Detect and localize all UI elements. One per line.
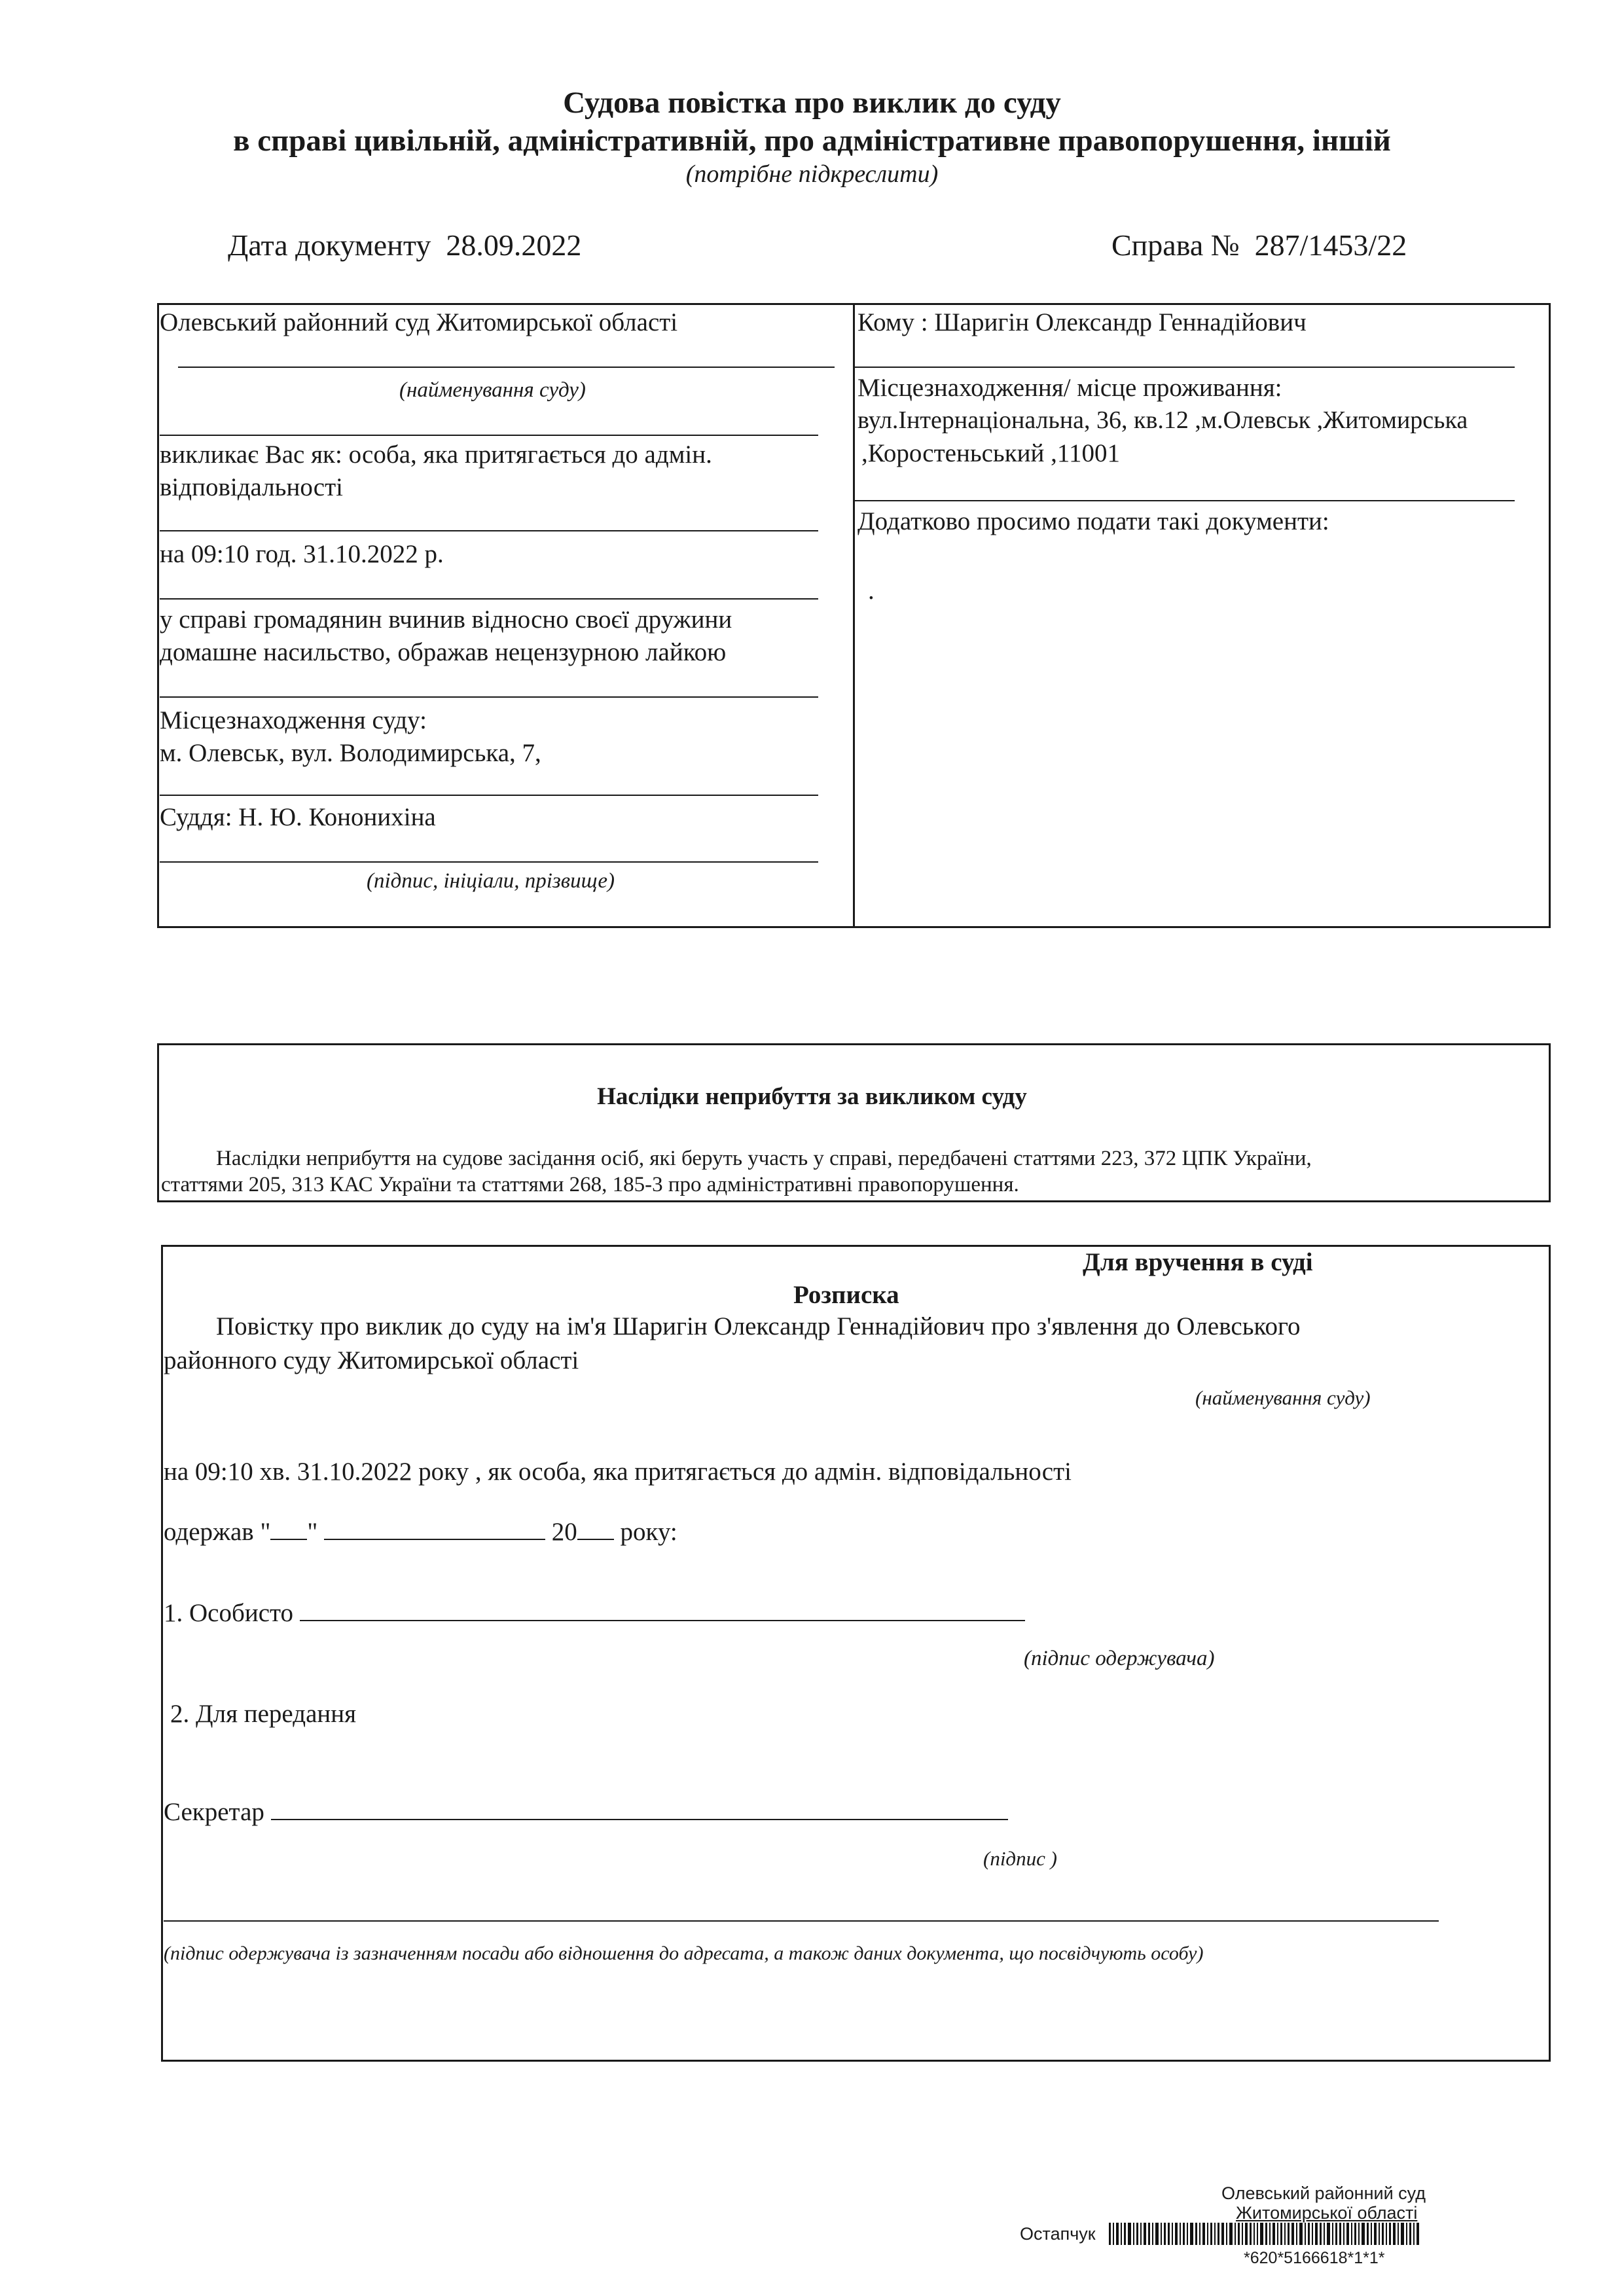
barcode-bar	[1272, 2223, 1275, 2245]
date-value: 28.09.2022	[446, 228, 582, 262]
barcode-bar	[1235, 2223, 1236, 2245]
barcode-bar	[1343, 2223, 1344, 2245]
court-location-value: м. Олевськ, вул. Володимирська, 7,	[160, 739, 541, 767]
recipient-line	[855, 367, 1515, 368]
address-line1: вул.Інтернаціональна, 36, кв.12 ,м.Олевськ ,Житомирська	[857, 406, 1468, 434]
barcode-bar	[1116, 2223, 1119, 2245]
barcode-bar	[1284, 2223, 1286, 2245]
divider-line	[160, 598, 818, 600]
personal-line	[164, 1598, 1025, 1628]
barcode-bar	[1315, 2223, 1318, 2245]
summons-role-line1: викликає Вас як: особа, яка притягається до адмін.	[160, 440, 712, 469]
received-prefix: одержав "	[164, 1518, 271, 1546]
secretary-signature-field[interactable]	[271, 1819, 1008, 1820]
barcode-bar	[1260, 2223, 1263, 2245]
barcode-bar	[1161, 2223, 1162, 2245]
judge-label: Суддя:	[160, 803, 232, 831]
barcode-bar	[1416, 2223, 1419, 2245]
barcode-bar	[1362, 2223, 1365, 2245]
barcode-bar	[1136, 2223, 1138, 2245]
barcode-bar	[1254, 2223, 1255, 2245]
barcode-bar	[1148, 2223, 1150, 2245]
barcode-bar	[1121, 2223, 1122, 2245]
barcode-bar	[1133, 2223, 1134, 2245]
secretary-label: Секретар	[164, 1798, 264, 1826]
barcode-bar	[1152, 2223, 1153, 2245]
receipt-footer-caption: (підпис одержувача із зазначенням посади або відношення до адресата, а також даних документа, що посвідчують особу)	[164, 1943, 1204, 1964]
barcode-bar	[1351, 2223, 1352, 2245]
summons-role-line2: відповідальності	[160, 473, 343, 501]
barcode-bar	[1332, 2223, 1333, 2245]
consequences-heading: Наслідки неприбуття за викликом суду	[597, 1083, 1027, 1110]
barcode-bar	[1398, 2223, 1399, 2245]
barcode-bar	[1367, 2223, 1369, 2245]
receipt-heading: Розписка	[793, 1281, 899, 1309]
judge-signature-caption: (підпис, ініціали, прізвище)	[367, 869, 615, 893]
address-line	[855, 500, 1515, 501]
case-value: 287/1453/22	[1254, 228, 1407, 262]
barcode-bar	[1324, 2223, 1325, 2245]
document-date	[228, 228, 581, 262]
divider-line	[160, 795, 818, 796]
barcode-bar	[1393, 2223, 1396, 2245]
barcode-bar	[1195, 2223, 1197, 2245]
documents-label: Додатково просимо подати такі документи:	[857, 507, 1329, 535]
receipt-text-line2: районного суду Житомирської області	[164, 1346, 579, 1374]
received-day-field[interactable]	[270, 1539, 307, 1540]
court-name-line	[178, 367, 835, 368]
divider-line	[160, 696, 818, 698]
case-description-line2: домашне насильство, ображав нецензурною лайкою	[160, 638, 727, 666]
case-description-line1: у справі громадянин вчинив відносно своєї дружини	[160, 605, 732, 634]
barcode-bar	[1389, 2223, 1391, 2245]
recipient-name: Шаригін Олександр Геннадійович	[934, 308, 1307, 336]
date-label: Дата документу	[228, 228, 431, 262]
barcode-bar	[1144, 2223, 1146, 2245]
document-title: Судова повістка про виклик до суду	[563, 86, 1061, 120]
barcode-bar	[1335, 2223, 1337, 2245]
barcode-bar	[1245, 2223, 1248, 2245]
barcode-bar	[1320, 2223, 1322, 2245]
recipient	[857, 308, 1307, 337]
barcode-bar	[1238, 2223, 1240, 2245]
barcode-number: *620*5166618*1*1*	[1244, 2249, 1385, 2267]
barcode-bar	[1354, 2223, 1356, 2245]
received-suffix: року:	[620, 1518, 677, 1546]
received-year-field[interactable]	[577, 1539, 614, 1540]
consequences-text-line2: статтями 205, 313 КАС України та статтями 268, 185-3 про адміністративні правопорушення.	[161, 1173, 1019, 1196]
barcode-bar	[1379, 2223, 1380, 2245]
barcode-bar	[1280, 2223, 1282, 2245]
barcode-bar	[1257, 2223, 1258, 2245]
barcode-bar	[1371, 2223, 1372, 2245]
recipient-label: Кому :	[857, 308, 928, 336]
transfer-label: 2. Для передання	[170, 1700, 357, 1728]
court-location-label: Місцезнаходження суду:	[160, 706, 427, 734]
court-name: Олевський районний суд Житомирської області	[160, 308, 678, 336]
consequences-text-line1: Наслідки неприбуття на судове засідання осіб, які беруть участь у справі, передбачені статтями 223, 372 ЦПК України,	[216, 1147, 1312, 1170]
receipt-time-line: на 09:10 хв. 31.10.2022 року , як особа, яка притягається до адмін. відповідальності	[164, 1458, 1072, 1486]
barcode-bar	[1155, 2223, 1159, 2245]
barcode-bar	[1190, 2223, 1193, 2245]
barcode-bar	[1386, 2223, 1387, 2245]
barcode-bar	[1187, 2223, 1188, 2245]
barcode-bar	[1305, 2223, 1306, 2245]
received-month-field[interactable]	[324, 1539, 545, 1540]
barcode-bar	[1277, 2223, 1278, 2245]
stamp-court-line1: Олевський районний суд	[1221, 2183, 1426, 2203]
receipt-footer-line	[164, 1920, 1439, 1922]
documents-value: .	[868, 577, 875, 605]
barcode-bar	[1312, 2223, 1313, 2245]
barcode	[1109, 2223, 1421, 2245]
barcode-bar	[1406, 2223, 1407, 2245]
barcode-bar	[1265, 2223, 1267, 2245]
barcode-bar	[1358, 2223, 1360, 2245]
barcode-bar	[1296, 2223, 1297, 2245]
judge-signature-line	[160, 861, 818, 863]
received-date-line	[164, 1517, 677, 1547]
address-label: Місцезнаходження/ місце проживання:	[857, 374, 1282, 402]
barcode-bar	[1288, 2223, 1290, 2245]
document-subtitle: в справі цивільній, адміністративній, про адміністративне правопорушення, іншій	[233, 124, 1391, 158]
barcode-bar	[1109, 2223, 1111, 2245]
barcode-bar	[1207, 2223, 1208, 2245]
secretary-line	[164, 1797, 1008, 1827]
barcode-bar	[1413, 2223, 1415, 2245]
case-number	[1111, 228, 1407, 262]
court-name-caption: (найменування суду)	[399, 378, 586, 402]
barcode-bar	[1168, 2223, 1170, 2245]
underline-note: (потрібне підкреслити)	[685, 160, 939, 188]
barcode-bar	[1327, 2223, 1330, 2245]
received-year-prefix: 20	[551, 1518, 577, 1546]
barcode-bar	[1128, 2223, 1131, 2245]
barcode-bar	[1401, 2223, 1404, 2245]
judge-name: Н. Ю. Кононихіна	[238, 803, 436, 831]
barcode-bar	[1183, 2223, 1185, 2245]
barcode-bar	[1346, 2223, 1349, 2245]
barcode-bar	[1199, 2223, 1200, 2245]
secretary-signature-caption: (підпис )	[983, 1847, 1057, 1870]
personal-label: 1. Особисто	[164, 1599, 294, 1627]
barcode-bar	[1210, 2223, 1212, 2245]
barcode-bar	[1291, 2223, 1294, 2245]
barcode-bar	[1409, 2223, 1411, 2245]
barcode-bar	[1172, 2223, 1173, 2245]
barcode-bar	[1374, 2223, 1377, 2245]
barcode-bar	[1180, 2223, 1181, 2245]
received-quote: "	[307, 1518, 318, 1546]
for-court-label: Для вручення в суді	[1083, 1248, 1313, 1276]
clerk-name: Остапчук	[1020, 2224, 1096, 2244]
barcode-bar	[1202, 2223, 1205, 2245]
judge	[160, 802, 436, 832]
case-label: Справа №	[1111, 228, 1240, 262]
barcode-bar	[1214, 2223, 1216, 2245]
barcode-bar	[1164, 2223, 1166, 2245]
divider-line	[160, 530, 818, 531]
receipt-court-caption: (найменування суду)	[1195, 1386, 1371, 1409]
divider-line	[160, 435, 818, 436]
barcode-bar	[1226, 2223, 1227, 2245]
barcode-bar	[1250, 2223, 1252, 2245]
recipient-signature-caption: (підпис одержувача)	[1024, 1647, 1215, 1670]
barcode-bar	[1242, 2223, 1243, 2245]
barcode-bar	[1113, 2223, 1114, 2245]
barcode-bar	[1218, 2223, 1219, 2245]
barcode-bar	[1175, 2223, 1178, 2245]
personal-signature-field[interactable]	[300, 1620, 1025, 1621]
barcode-bar	[1124, 2223, 1126, 2245]
barcode-bar	[1299, 2223, 1303, 2245]
barcode-bar	[1339, 2223, 1341, 2245]
barcode-bar	[1221, 2223, 1224, 2245]
column-divider	[853, 303, 855, 928]
stamp-court-line2: Житомирської області	[1236, 2203, 1418, 2223]
barcode-bar	[1382, 2223, 1384, 2245]
hearing-time: на 09:10 год. 31.10.2022 р.	[160, 540, 444, 568]
barcode-bar	[1308, 2223, 1310, 2245]
barcode-bar	[1269, 2223, 1271, 2245]
address-line2: ,Коростеньський ,11001	[861, 439, 1120, 467]
barcode-bar	[1229, 2223, 1233, 2245]
receipt-text-line1: Повістку про виклик до суду на ім'я Шаригін Олександр Геннадійович про з'явлення до Олевського	[216, 1312, 1301, 1340]
barcode-bar	[1140, 2223, 1142, 2245]
